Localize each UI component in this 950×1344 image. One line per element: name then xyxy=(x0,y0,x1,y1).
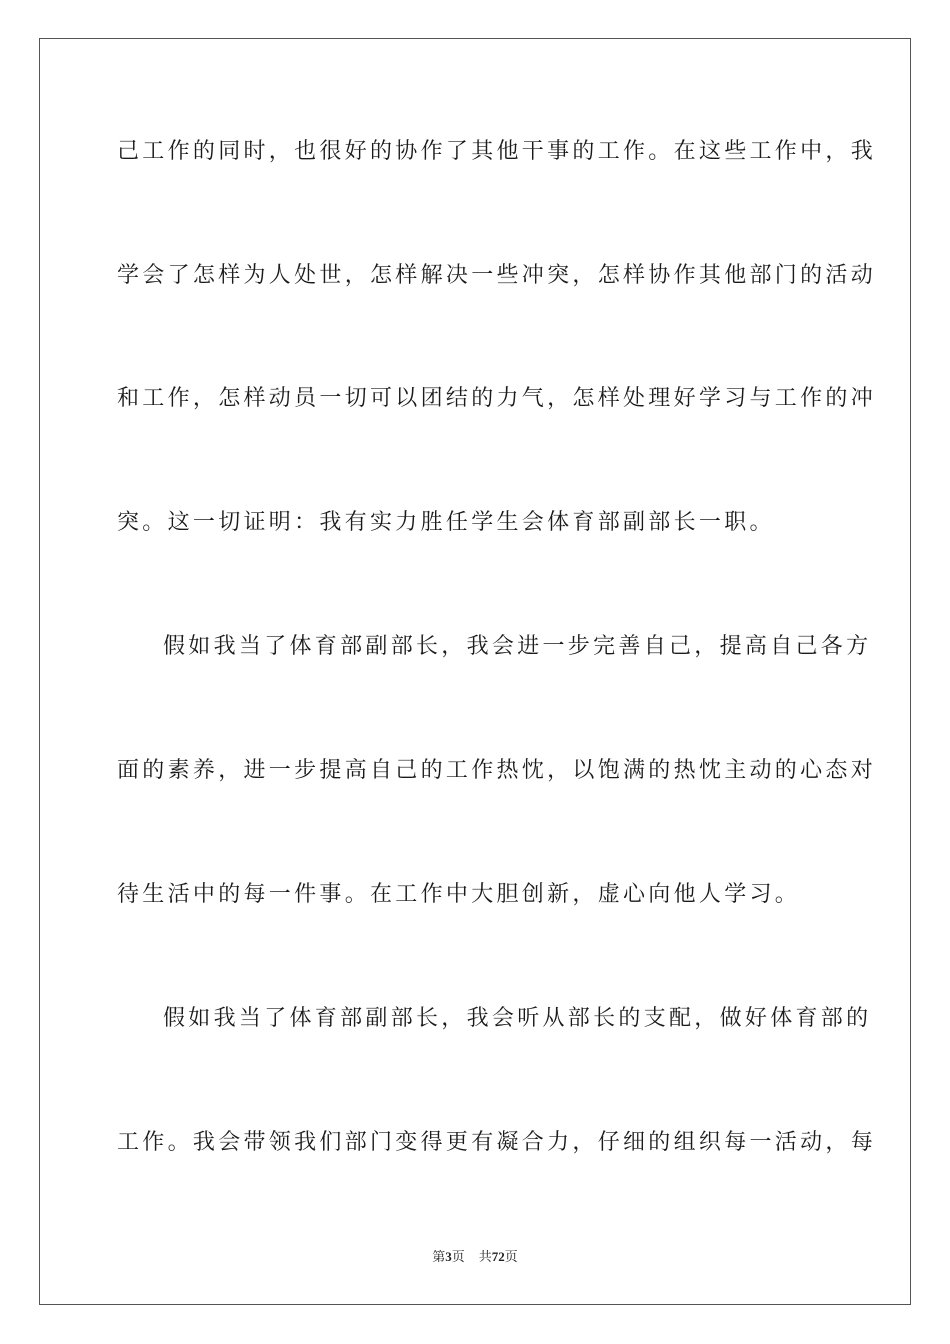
page-suffix: 页 xyxy=(451,1249,465,1264)
paragraph-line: 面的素养，进一步提高自己的工作热忱，以饱满的热忱主动的心态对 xyxy=(117,758,877,783)
total-pages: 72 xyxy=(491,1249,505,1264)
paragraph-line: 己工作的同时，也很好的协作了其他干事的工作。在这些工作中，我 xyxy=(117,139,877,164)
page-prefix: 第 xyxy=(432,1249,446,1264)
paragraph-line: 工作。我会带领我们部门变得更有凝合力，仔细的组织每一活动，每 xyxy=(117,1130,877,1155)
paragraph-line: 突。这一切证明：我有实力胜任学生会体育部副部长一职。 xyxy=(117,510,775,535)
total-prefix: 共 xyxy=(478,1249,492,1264)
paragraph-line: 和工作，怎样动员一切可以团结的力气，怎样处理好学习与工作的冲 xyxy=(117,386,877,411)
paragraph-first-line: 假如我当了体育部副部长，我会进一步完善自己，提高自己各方 xyxy=(163,634,872,659)
paragraph-line: 学会了怎样为人处世，怎样解决一些冲突，怎样协作其他部门的活动 xyxy=(117,263,877,288)
page-number: 3 xyxy=(445,1249,452,1264)
page-footer xyxy=(0,1248,950,1266)
page-border xyxy=(39,38,911,1305)
paragraph-first-line: 假如我当了体育部副部长，我会听从部长的支配，做好体育部的 xyxy=(163,1006,872,1031)
paragraph-line: 待生活中的每一件事。在工作中大胆创新，虚心向他人学习。 xyxy=(117,882,801,907)
total-suffix: 页 xyxy=(504,1249,518,1264)
